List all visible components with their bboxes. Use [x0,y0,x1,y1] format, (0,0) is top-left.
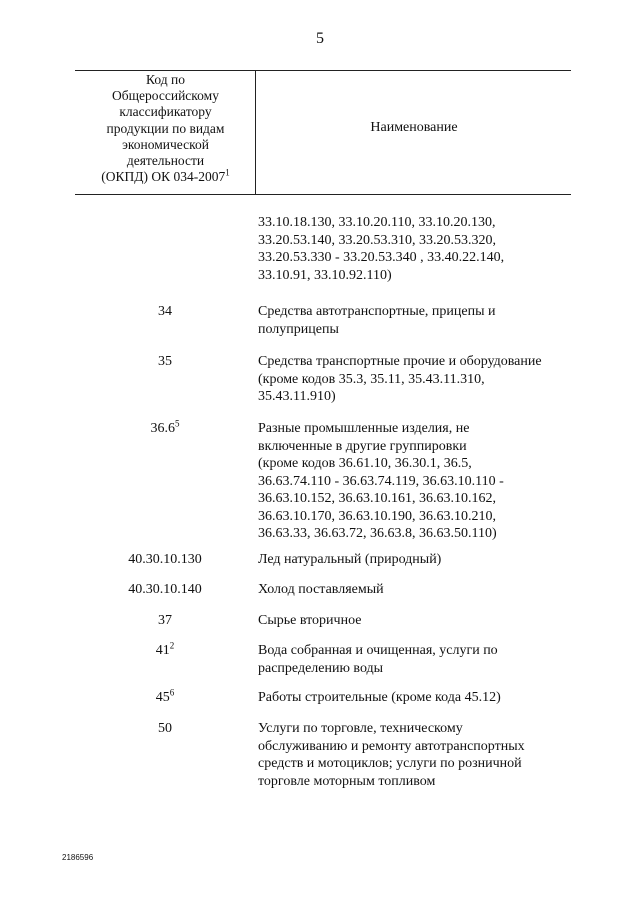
row-description-line: Средства автотранспортные, прицепы и [258,304,496,319]
row-description [258,303,568,338]
row-code [75,303,255,321]
row-description-line: Работы строительные (кроме кода 45.12) [258,690,501,705]
footnote-marker: 2 [169,640,175,651]
row-description-line: 36.63.10.170, 36.63.10.190, 36.63.10.210, [258,508,496,524]
footnote-marker: 1 [225,167,230,178]
row-code-text: 45 [155,690,170,705]
header-code-text: (ОКПД) ОК 034-2007 [101,169,226,185]
row-description-line: 36.63.74.110 - 36.63.74.119, 36.63.10.110 - [258,473,504,489]
row-code-text: 41 [155,643,170,658]
row-description-line: 36.63.10.152, 36.63.10.161, 36.63.10.162, [258,491,496,506]
footnote-marker: 6 [169,687,175,698]
header-code-line: экономической [122,136,209,152]
header-code-line: продукции по видам [106,120,225,136]
page-number: 5 [316,30,324,47]
row-code-text: 40.30.10.130 [128,552,202,567]
row-code [75,581,255,599]
row-description [258,642,568,677]
row-description [258,353,568,406]
row-description-line: 36.63.33, 36.63.72, 36.63.8, 36.63.50.110) [258,526,497,541]
row-description-line: 33.10.18.130, 33.10.20.110, 33.10.20.130, [258,215,496,230]
row-description-line: Лед натуральный (природный) [258,552,442,567]
row-description-line: 33.20.53.330 - 33.20.53.340 , 33.40.22.140, [258,250,505,265]
row-description-line: распределению воды [258,660,384,676]
row-description-line: обслуживанию и ремонту автотранспортных [258,738,525,754]
footnote-marker: 5 [175,418,180,429]
row-code [75,689,255,707]
table-top-border [75,70,571,71]
row-description [258,612,568,630]
header-code-line: Общероссийскому [112,88,219,104]
row-code [75,551,255,569]
row-description-line: Вода собранная и очищенная, услуги по [258,643,498,658]
row-description-line: полуприцепы [258,321,339,337]
row-description-line: 35.43.11.910) [258,389,336,404]
row-description-line: средств и мотоциклов; услуги по розничной [258,756,522,771]
row-description-line: Средства транспортные прочие и оборудование [258,354,542,369]
row-description [258,420,568,543]
row-description [258,214,568,284]
row-code [75,353,255,371]
row-description [258,689,568,707]
row-code-text: 34 [158,304,172,319]
header-name-column: Наименование [370,120,458,135]
row-description-line: (кроме кодов 35.3, 35.11, 35.43.11.310, [258,371,485,387]
row-code-text: 35 [158,354,172,369]
header-code-line: деятельности [126,153,205,169]
header-code-column [78,72,253,185]
header-code-line-last [78,169,253,185]
header-code-line: классификатору [119,104,212,120]
row-code-text: 40.30.10.140 [128,582,202,597]
row-description-line: 33.20.53.140, 33.20.53.310, 33.20.53.320, [258,232,496,248]
row-description-line: (кроме кодов 36.61.10, 36.30.1, 36.5, [258,456,472,471]
row-code-text: 36.6 [150,421,175,436]
row-code [75,612,255,630]
row-code [75,420,255,438]
table-column-divider [255,70,256,194]
row-description-line: торговле моторным топливом [258,773,436,789]
row-code [75,720,255,738]
row-description [258,581,568,599]
row-description-line: Услуги по торговле, техническому [258,721,463,736]
row-description-line: включенные в другие группировки [258,438,467,454]
row-description-line: Холод поставляемый [258,582,384,597]
row-description [258,551,568,569]
row-description-line: Разные промышленные изделия, не [258,421,470,436]
row-description-line: 33.10.91, 33.10.92.110) [258,267,392,283]
header-code-line: Код по [146,72,185,87]
row-description-line: Сырье вторичное [258,613,362,628]
document-footer-code: 2186596 [62,853,94,862]
row-code [75,642,255,660]
table-header-bottom-border [75,194,571,195]
row-code-text: 37 [158,613,172,628]
row-description [258,720,568,790]
row-code-text: 50 [158,721,172,736]
